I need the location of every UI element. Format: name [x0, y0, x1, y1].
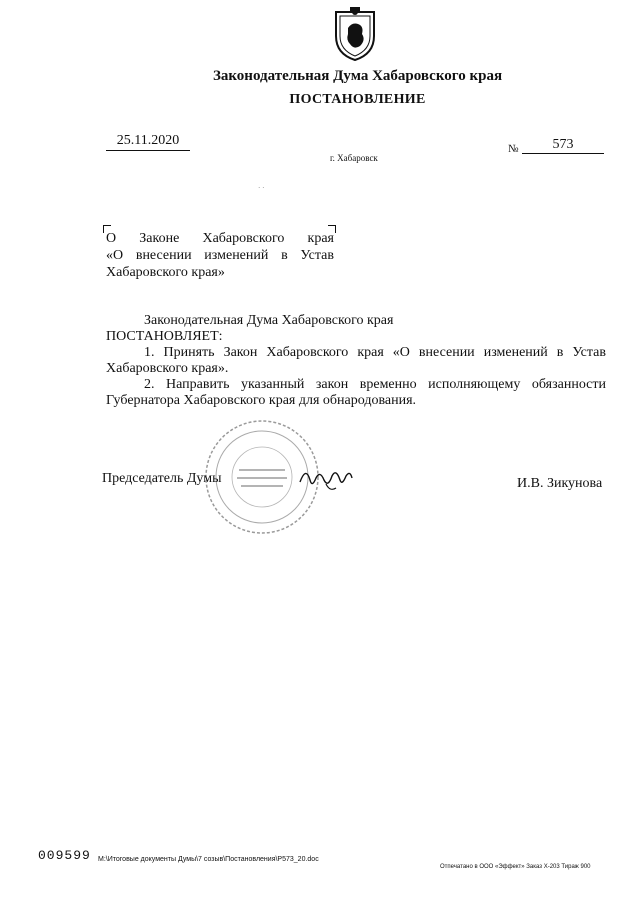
document-date: 25.11.2020 — [106, 133, 190, 151]
signer-name: И.В. Зикунова — [517, 476, 603, 491]
handwritten-signature-icon — [296, 462, 356, 494]
subject-block — [106, 230, 334, 281]
scan-speck: · · — [258, 184, 265, 192]
coat-of-arms-icon — [332, 6, 378, 62]
document-number: 573 — [522, 137, 604, 154]
body-resolves: ПОСТАНОВЛЯЕТ: — [106, 329, 223, 344]
document-type: ПОСТАНОВЛЕНИЕ — [289, 92, 426, 107]
subject-line: «О внесении изменений в Устав — [106, 248, 334, 263]
subject-line: О Законе Хабаровского края — [106, 231, 334, 246]
body-intro: Законодательная Дума Хабаровского края — [144, 313, 394, 328]
resolution-body — [106, 313, 606, 409]
organization-title: Законодательная Дума Хабаровского края — [212, 68, 503, 84]
city-label: г. Хабаровск — [330, 153, 378, 163]
number-sign: № — [508, 143, 519, 155]
resolution-item: 1. Принять Закон Хабаровского края «О внесении изменений в Устав Хабаровского края». — [106, 345, 606, 376]
resolution-item: 2. Направить указанный закон временно исполняющему обязанности Губернатора Хабаровского края для обнародования. — [106, 377, 606, 408]
printer-info: Отпечатано в ООО «Эффект» Заказ X-203 Тираж 900 — [440, 864, 591, 870]
file-path: M:\Итоговые документы Думы\7 созыв\Постановления\P573_20.doc — [98, 856, 319, 863]
subject-line: Хабаровского края» — [106, 265, 225, 280]
serial-number: 009599 — [38, 848, 91, 863]
signer-title: Председатель Думы — [102, 471, 222, 486]
